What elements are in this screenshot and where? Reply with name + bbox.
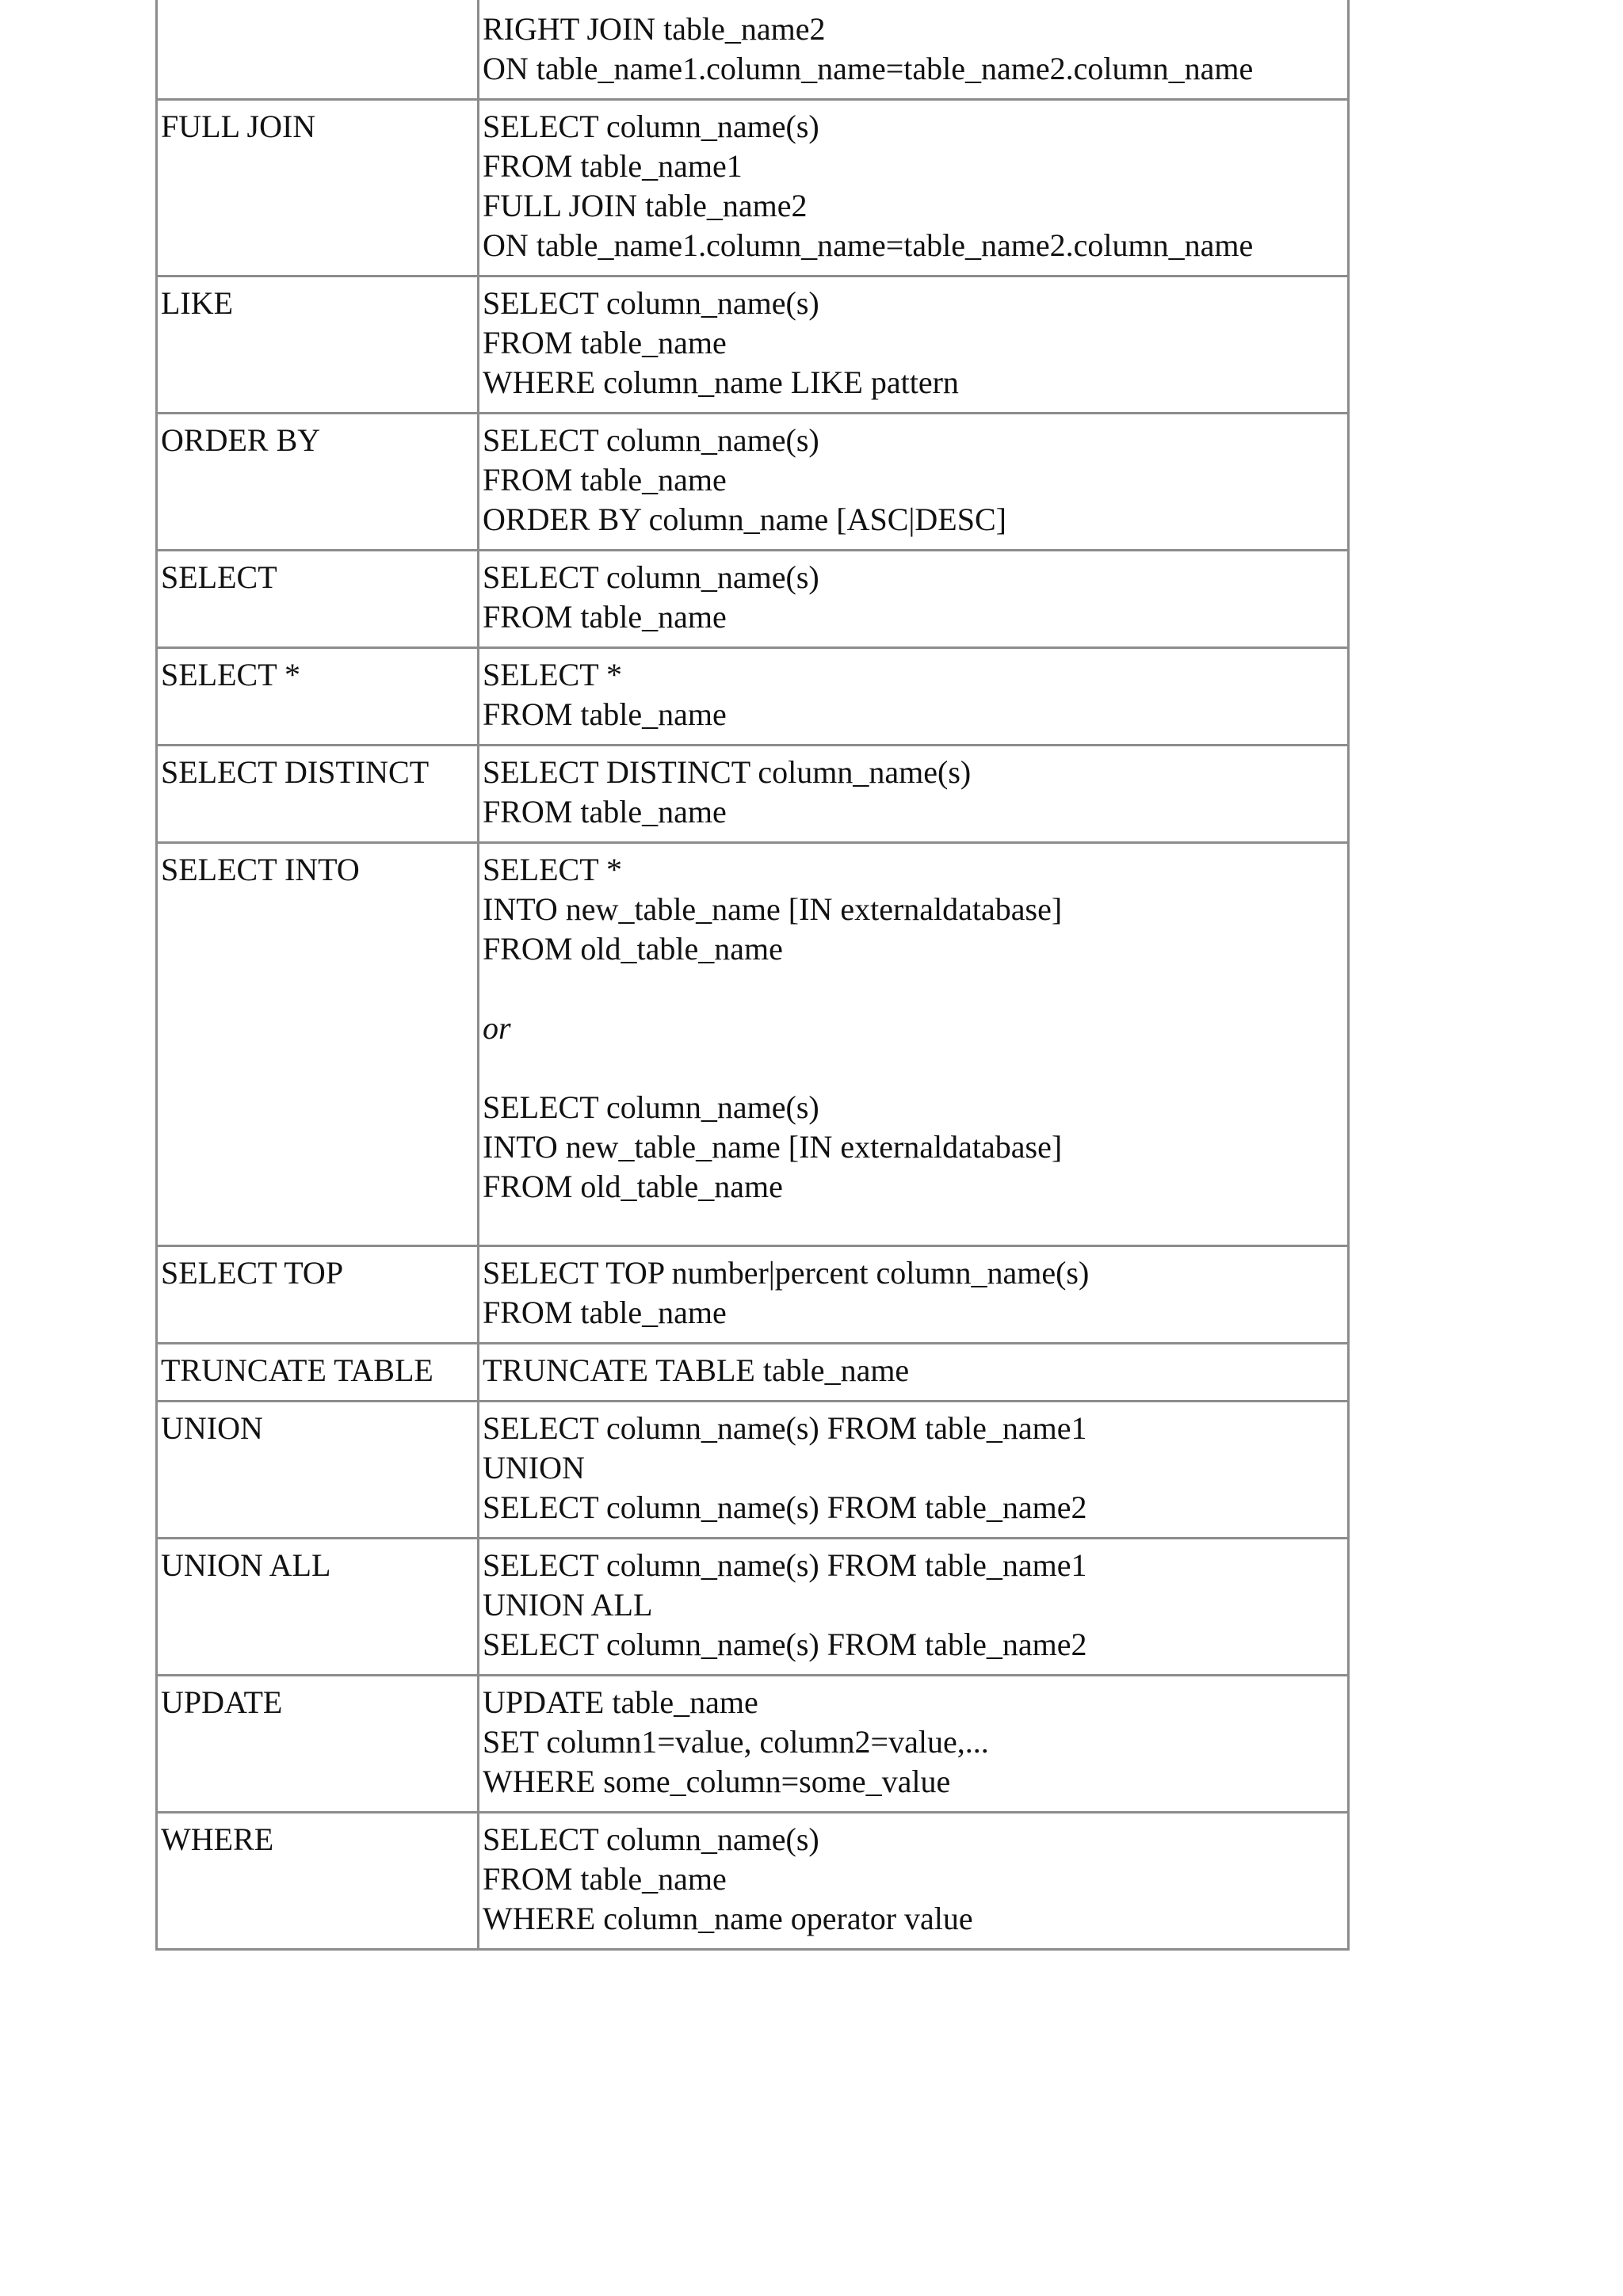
syntax-line: ON table_name1.column_name=table_name2.column_name: [483, 227, 1254, 263]
statement-name: UNION ALL: [161, 1547, 331, 1583]
statement-cell: [157, 1246, 479, 1344]
table-row: [157, 843, 1349, 1246]
table-row: [157, 277, 1349, 414]
syntax-cell: [479, 551, 1349, 648]
statement-cell: [157, 648, 479, 746]
syntax-cell: [479, 1246, 1349, 1344]
table-row: [157, 746, 1349, 843]
syntax-cell: [479, 1813, 1349, 1950]
syntax-line: FROM old_table_name: [483, 931, 783, 967]
statement-name: UNION: [161, 1410, 263, 1446]
syntax-line: SELECT column_name(s): [483, 422, 819, 458]
syntax-line: FROM table_name: [483, 325, 727, 360]
statement-cell: [157, 100, 479, 277]
syntax-line: FROM table_name: [483, 696, 727, 732]
syntax-cell: [479, 648, 1349, 746]
table-row: [157, 1402, 1349, 1539]
statement-name: SELECT DISTINCT: [161, 754, 430, 790]
syntax-line: FROM table_name: [483, 1861, 727, 1897]
sql-syntax-table: [155, 0, 1350, 1951]
statement-name: TRUNCATE TABLE: [161, 1352, 433, 1388]
statement-cell: [157, 1402, 479, 1539]
syntax-cell: [479, 100, 1349, 277]
table-row: [157, 0, 1349, 100]
syntax-line: RIGHT JOIN table_name2: [483, 11, 826, 47]
syntax-line: SELECT column_name(s): [483, 1089, 819, 1125]
syntax-line: SELECT column_name(s): [483, 559, 819, 595]
syntax-line: ON table_name1.column_name=table_name2.column_name: [483, 51, 1254, 86]
statement-cell: [157, 277, 479, 414]
syntax-line: [483, 969, 1344, 1009]
syntax-cell: [479, 0, 1349, 100]
table-row: [157, 100, 1349, 277]
syntax-line: [483, 1048, 1344, 1088]
statement-cell: [157, 1676, 479, 1813]
statement-cell: [157, 1813, 479, 1950]
sql-syntax-table-body: [157, 0, 1349, 1950]
syntax-line: ORDER BY column_name [ASC|DESC]: [483, 502, 1006, 537]
syntax-line: SELECT column_name(s): [483, 1821, 819, 1857]
syntax-cell: [479, 1539, 1349, 1676]
table-row: [157, 1246, 1349, 1344]
table-row: [157, 1344, 1349, 1402]
statement-name: FULL JOIN: [161, 109, 316, 144]
statement-name: [161, 10, 474, 49]
statement-name: SELECT *: [161, 657, 300, 692]
statement-cell: [157, 1539, 479, 1676]
syntax-line: SET column1=value, column2=value,...: [483, 1724, 989, 1760]
syntax-line: UPDATE table_name: [483, 1684, 758, 1720]
syntax-line: TRUNCATE TABLE table_name: [483, 1352, 910, 1388]
syntax-line: INTO new_table_name [IN externaldatabase]: [483, 891, 1063, 927]
statement-name: SELECT: [161, 559, 277, 595]
table-row: [157, 551, 1349, 648]
syntax-line: SELECT column_name(s) FROM table_name2: [483, 1489, 1087, 1525]
table-row: [157, 414, 1349, 551]
syntax-line: SELECT column_name(s): [483, 285, 819, 321]
statement-name: SELECT INTO: [161, 852, 360, 887]
statement-cell: [157, 1344, 479, 1402]
syntax-cell: [479, 1344, 1349, 1402]
syntax-line: SELECT *: [483, 852, 622, 887]
statement-name: LIKE: [161, 285, 234, 321]
syntax-line: WHERE column_name operator value: [483, 1901, 973, 1936]
syntax-cell: [479, 843, 1349, 1246]
syntax-cell: [479, 277, 1349, 414]
statement-name: WHERE: [161, 1821, 274, 1857]
syntax-line: SELECT *: [483, 657, 622, 692]
syntax-line: SELECT DISTINCT column_name(s): [483, 754, 972, 790]
syntax-line: SELECT column_name(s) FROM table_name1: [483, 1410, 1087, 1446]
syntax-line: WHERE some_column=some_value: [483, 1764, 951, 1799]
syntax-line: SELECT column_name(s) FROM table_name2: [483, 1627, 1087, 1662]
syntax-line: FROM table_name: [483, 1295, 727, 1330]
table-row: [157, 1676, 1349, 1813]
table-row: [157, 1813, 1349, 1950]
syntax-line: UNION: [483, 1450, 585, 1486]
table-row: [157, 1539, 1349, 1676]
syntax-line: FULL JOIN table_name2: [483, 188, 808, 223]
statement-cell: [157, 551, 479, 648]
syntax-line: FROM old_table_name: [483, 1169, 783, 1204]
syntax-line: FROM table_name: [483, 794, 727, 830]
syntax-line: SELECT column_name(s) FROM table_name1: [483, 1547, 1087, 1583]
syntax-line: WHERE column_name LIKE pattern: [483, 364, 959, 400]
statement-cell: [157, 414, 479, 551]
statement-name: UPDATE: [161, 1684, 283, 1720]
syntax-line: SELECT TOP number|percent column_name(s): [483, 1255, 1090, 1291]
syntax-cell: [479, 746, 1349, 843]
syntax-cell: [479, 1402, 1349, 1539]
statement-cell: [157, 0, 479, 100]
statement-cell: [157, 843, 479, 1246]
statement-cell: [157, 746, 479, 843]
syntax-line: UNION ALL: [483, 1587, 653, 1623]
syntax-line: INTO new_table_name [IN externaldatabase]: [483, 1129, 1063, 1165]
syntax-separator: or: [483, 1010, 511, 1046]
syntax-line: FROM table_name1: [483, 148, 743, 184]
syntax-line: FROM table_name: [483, 599, 727, 635]
table-row: [157, 648, 1349, 746]
syntax-line: SELECT column_name(s): [483, 109, 819, 144]
syntax-cell: [479, 1676, 1349, 1813]
statement-name: SELECT TOP: [161, 1255, 344, 1291]
syntax-cell: [479, 414, 1349, 551]
syntax-line: FROM table_name: [483, 462, 727, 498]
statement-name: ORDER BY: [161, 422, 321, 458]
